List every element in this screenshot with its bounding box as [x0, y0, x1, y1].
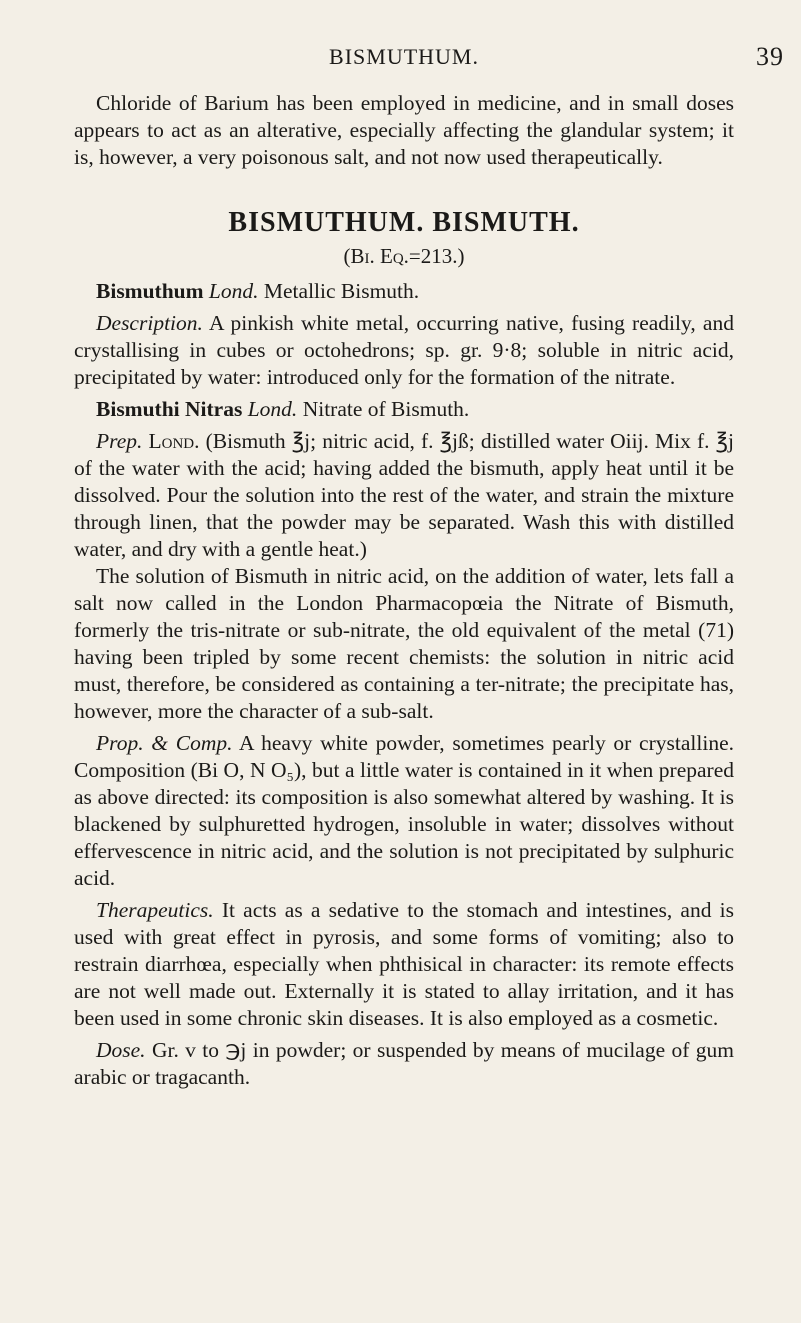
solution-paragraph: The solution of Bismuth in nitric acid, on the addition of water, lets fall a salt now called in the London Pharmacopœia the Nitrate of Bismuth, formerly the tris-nitrate or sub-nitrate, the old equivalent of the metal (71) having been tripled by some recent chemists: the solution in nitric acid must, therefore, be considered as containing a ter-nitrate; the precipitate has, however, more the character of a sub-salt. [74, 564, 734, 723]
dose-paragraph [74, 1037, 734, 1091]
description-label: Description. [96, 311, 203, 335]
nitras-authority: Lond. [247, 397, 298, 421]
therapeutics-text: It acts as a sedative to the stomach and intestines, and is used with great effect in pyrosis, and some forms of vomiting; also to restrain diarrhœa, especially when phthisical in character: its remote effects are not well made out. Externally it is stated to allay irritation, and it has been used in some chronic skin diseases. It is also employed as a cosmetic. [74, 898, 734, 1030]
properties-label: Prop. & Comp. [96, 731, 233, 755]
bismuthum-entry [74, 278, 734, 305]
properties-paragraph [74, 730, 734, 892]
book-page [74, 42, 784, 1091]
description-paragraph [74, 310, 734, 391]
prep-label: Prep. [96, 429, 143, 453]
therapeutics-paragraph [74, 897, 734, 1032]
therapeutics-label: Therapeutics. [96, 898, 214, 922]
description-text: A pinkish white metal, occurring native, fusing readily, and crystallising in cubes or octohedrons; sp. gr. 9·8; soluble in nitric acid, precipitated by water: introduced only for the formation of the nitrate. [74, 311, 734, 389]
nitras-name: Bismuthi Nitras [96, 397, 243, 421]
dose-label: Dose. [96, 1038, 146, 1062]
running-head [74, 42, 784, 76]
bismuthum-authority: Lond. [208, 279, 259, 303]
chemical-equivalent: (Bi. Eq.=213.) [343, 244, 465, 268]
dose-text: Gr. v to ℈j in powder; or suspended by means of mucilage of gum arabic or tragacanth. [74, 1038, 734, 1089]
page-number: 39 [756, 42, 784, 71]
section-title: BISMUTHUM. BISMUTH. [228, 207, 580, 238]
prep-text: (Bismuth ℥j; nitric acid, f. ℥jß; distilled water Oiij. Mix f. ℥j of the water with the acid; having added the bismuth, apply heat until it be dissolved. Pour the solution into the rest of the water, and strain the mixture through linen, that the powder may be separated. Wash this with distilled water, and dry with a gentle heat.) [74, 429, 734, 561]
barium-paragraph: Chloride of Barium has been employed in medicine, and in small doses appears to act as an alterative, especially affecting the glandular system; it is, however, a very poisonous salt, and not now used therapeutically. [74, 91, 734, 169]
running-title: BISMUTHUM. [329, 44, 479, 69]
bismuthum-name: Bismuthum [96, 279, 204, 303]
properties-text: A heavy white powder, sometimes pearly or crystalline. Composition (Bi O, N O₅), but a little water is contained in it when prepared as above directed: its composition is also somewhat altered by washing. It is blackened by sulphuretted hydrogen, insoluble in water; dissolves without effervescence in nitric acid, and the solution is not precipitated by sulphuric acid. [74, 731, 734, 890]
nitras-entry [74, 396, 734, 423]
prep-source: Lond. [148, 429, 200, 453]
nitras-desc: Nitrate of Bismuth. [302, 397, 470, 421]
bismuthum-desc: Metallic Bismuth. [263, 279, 420, 303]
prep-paragraph [74, 428, 734, 563]
